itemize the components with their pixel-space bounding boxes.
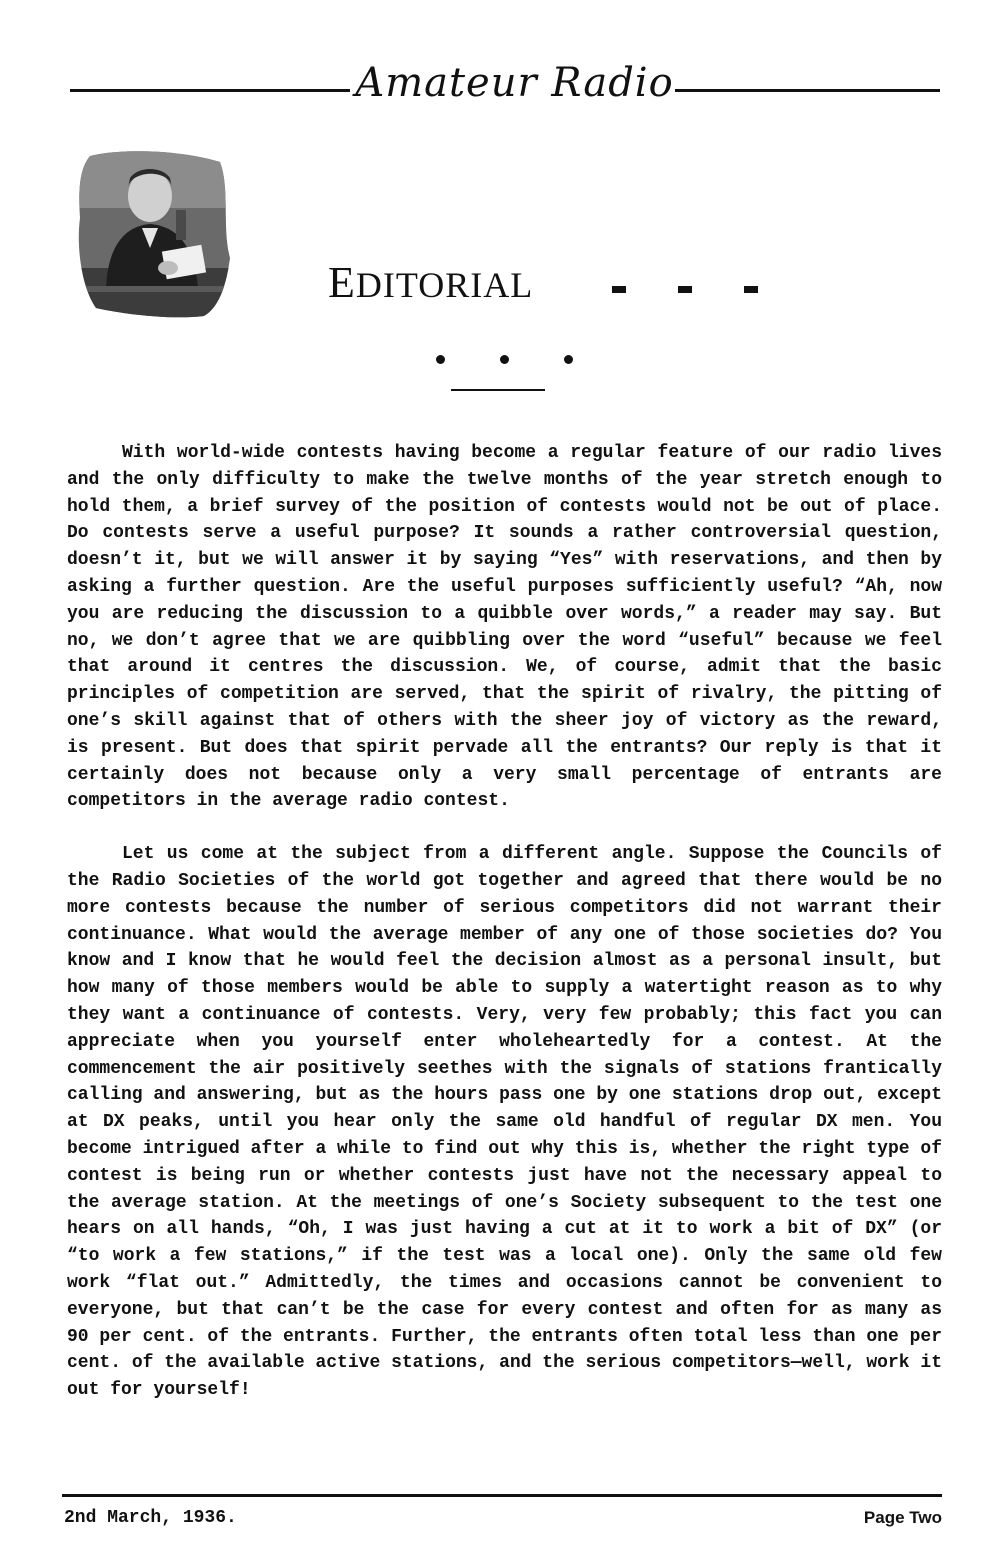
section-ornament — [430, 355, 590, 395]
man-at-desk-photo — [72, 148, 232, 320]
dash-3 — [744, 286, 758, 293]
paragraph-1: With world-wide contests having become a regular feature of our radio lives and the only difficulty to make the twelve months of the year stretch enough to hold them, a brief survey of the position of contests would not be out of place. Do contests serve a useful purpose? It sounds a rather controversial question, doesn’t it, but we will answer it by saying “Yes” with reservations, and then by asking a further question. Are the useful purposes sufficiently useful? “Ah, now you are reducing the discussion to a quibble over words,” a reader may say. But no, we don’t agree that we are quibbling over the word “useful” because we feel that around it centres the discussion. We, of course, admit that the basic principles of competition are served, that the spirit of rivalry, the pitting of one’s skill against that of others with the sheer joy of victory as the reward, is present. But does that spirit pervade all the entrants? Our reply is that it certainly does not because only a very small percentage of entrants are competitors in the average radio contest. — [67, 443, 942, 812]
heading-dashes — [612, 286, 772, 296]
editorial-heading — [328, 257, 533, 311]
heading-rest: DITORIAL — [355, 265, 534, 305]
issue-date: 2nd March, 1936. — [64, 1508, 237, 1528]
masthead-rule-right — [675, 89, 940, 92]
ornament-rule — [451, 389, 545, 391]
page-number: Page Two — [863, 1508, 942, 1527]
footer-rule — [62, 1494, 942, 1497]
ornament-dot-1 — [436, 355, 445, 364]
masthead-logo: Amateur Radio — [355, 60, 674, 106]
editorial-body — [67, 440, 942, 1430]
ornament-dot-3 — [564, 355, 573, 364]
paragraph-2: Let us come at the subject from a different angle. Suppose the Councils of the Radio Societies of the world got together and agreed that there would be no more contests because the number of serious competitors did not warrant their continuance. What would the average member of any one of those societies do? You know and I know that he would feel the decision almost as a personal insult, but how many of those members would be able to supply a watertight reason as to why they want a continuance of contests. Very, very few probably; this fact you can appreciate when you yourself enter wholeheartedly for a contest. At the commencement the air positively seethes with the signals of stations frantically calling and answering, but as the hours pass one by one stations drop out, except at DX peaks, until you hear only the same old handful of regular DX men. You become intrigued after a while to find out why this is, whether the right type of contest is being run or whether contests just have not the necessary appeal to the average station. At the meetings of one’s Society subsequent to the test one hears on all hands, “Oh, I was just having a cut at it to work a bit of DX” (or “to work a few stations,” if the test was a local one). Only the same old few work “flat out.” Admittedly, the times and occasions cannot be convenient to everyone, but that can’t be the case for every contest and often for as many as 90 per cent. of the entrants. Further, the entrants often total less than one per cent. of the available active stations, and the serious competitors—well, work it out for yourself! — [67, 844, 942, 1401]
dash-2 — [678, 286, 692, 293]
ornament-dot-2 — [500, 355, 509, 364]
dash-1 — [612, 286, 626, 293]
masthead — [70, 58, 940, 108]
photo-illustration — [72, 148, 232, 320]
heading-initial: E — [328, 258, 356, 307]
masthead-rule-left — [70, 89, 350, 92]
